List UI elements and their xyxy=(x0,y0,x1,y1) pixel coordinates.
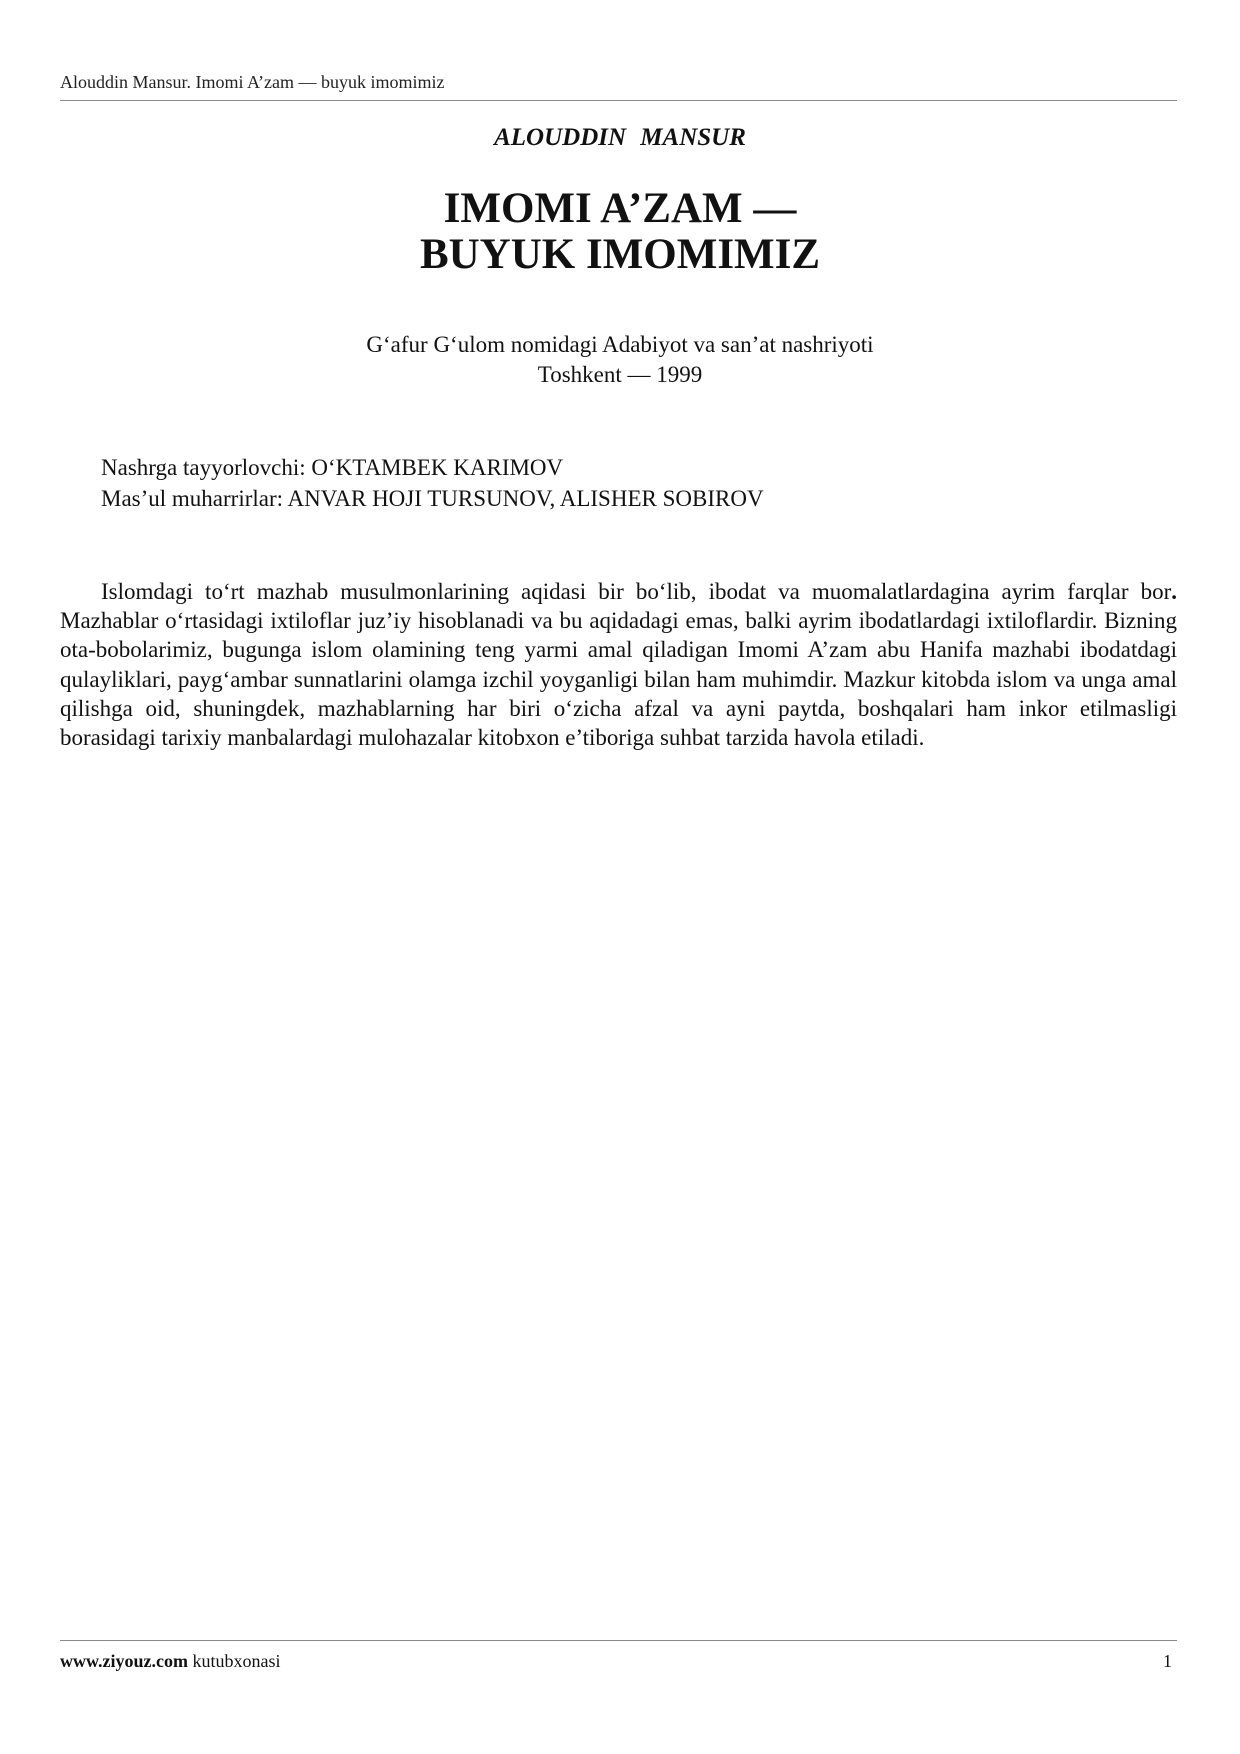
book-title-line-2: BUYUK IMOMIMIZ xyxy=(419,231,821,278)
abstract-bold-period: . xyxy=(1171,579,1177,604)
footer-divider xyxy=(60,1640,1177,1641)
author-name: ALOUDDIN MANSUR xyxy=(494,124,746,151)
publisher-name: G‘afur G‘ulom nomidagi Adabiyot va san’at nashriyoti xyxy=(366,332,874,357)
header-divider xyxy=(60,100,1177,101)
editors-credit: Mas’ul muharrirlar: ANVAR HOJI TURSUNOV, ALISHER SOBIROV xyxy=(101,486,764,511)
publisher-block xyxy=(0,330,1240,390)
preparer-credit: Nashrga tayyorlovchi: O‘KTAMBEK KARIMOV xyxy=(101,455,564,480)
running-header: Alouddin Mansur. Imomi A’zam — buyuk imomimiz xyxy=(60,72,445,92)
footer-library-label: kutubxonasi xyxy=(187,1651,281,1671)
book-title xyxy=(0,186,1240,278)
footer-site-link[interactable]: www.ziyouz.com xyxy=(60,1651,188,1671)
footer-source xyxy=(60,1651,280,1672)
abstract-text-part-2: Mazhablar o‘rtasidagi ixtiloflar juz’iy hisoblanadi va bu aqidadagi emas, balki ayrim ibodatlardagi ixtiloflardir. Bizning ota-bobolarimiz, bugunga islom olamining teng yarmi amal qiladigan Imomi A’zam abu Hanifa mazhabi ibodatdagi qulayliklari, payg‘ambar sunnatlarini olamga izchil yoyganligi bilan ham muhimdir. Mazkur kitobda islom va unga amal qilishga oid, shuningdek, mazhablarning har biri o‘zicha afzal va ayni paytda, boshqalari ham inkor etilmasligi borasidagi tarixiy manbalardagi mulohazalar kitobxon e’tiboriga suhbat tarzida havola etiladi. xyxy=(60,608,1177,751)
book-title-line-1: IMOMI A’ZAM — xyxy=(443,185,797,232)
abstract-paragraph xyxy=(60,577,1177,752)
abstract-text-part-1: Islomdagi to‘rt mazhab musulmonlarining aqidasi bir bo‘lib, ibodat va muomalatlardagina ayrim farqlar bor xyxy=(101,579,1172,604)
credits-block xyxy=(101,452,764,514)
page-number: 1 xyxy=(1163,1651,1172,1671)
publication-place-year: Toshkent — 1999 xyxy=(537,362,703,387)
